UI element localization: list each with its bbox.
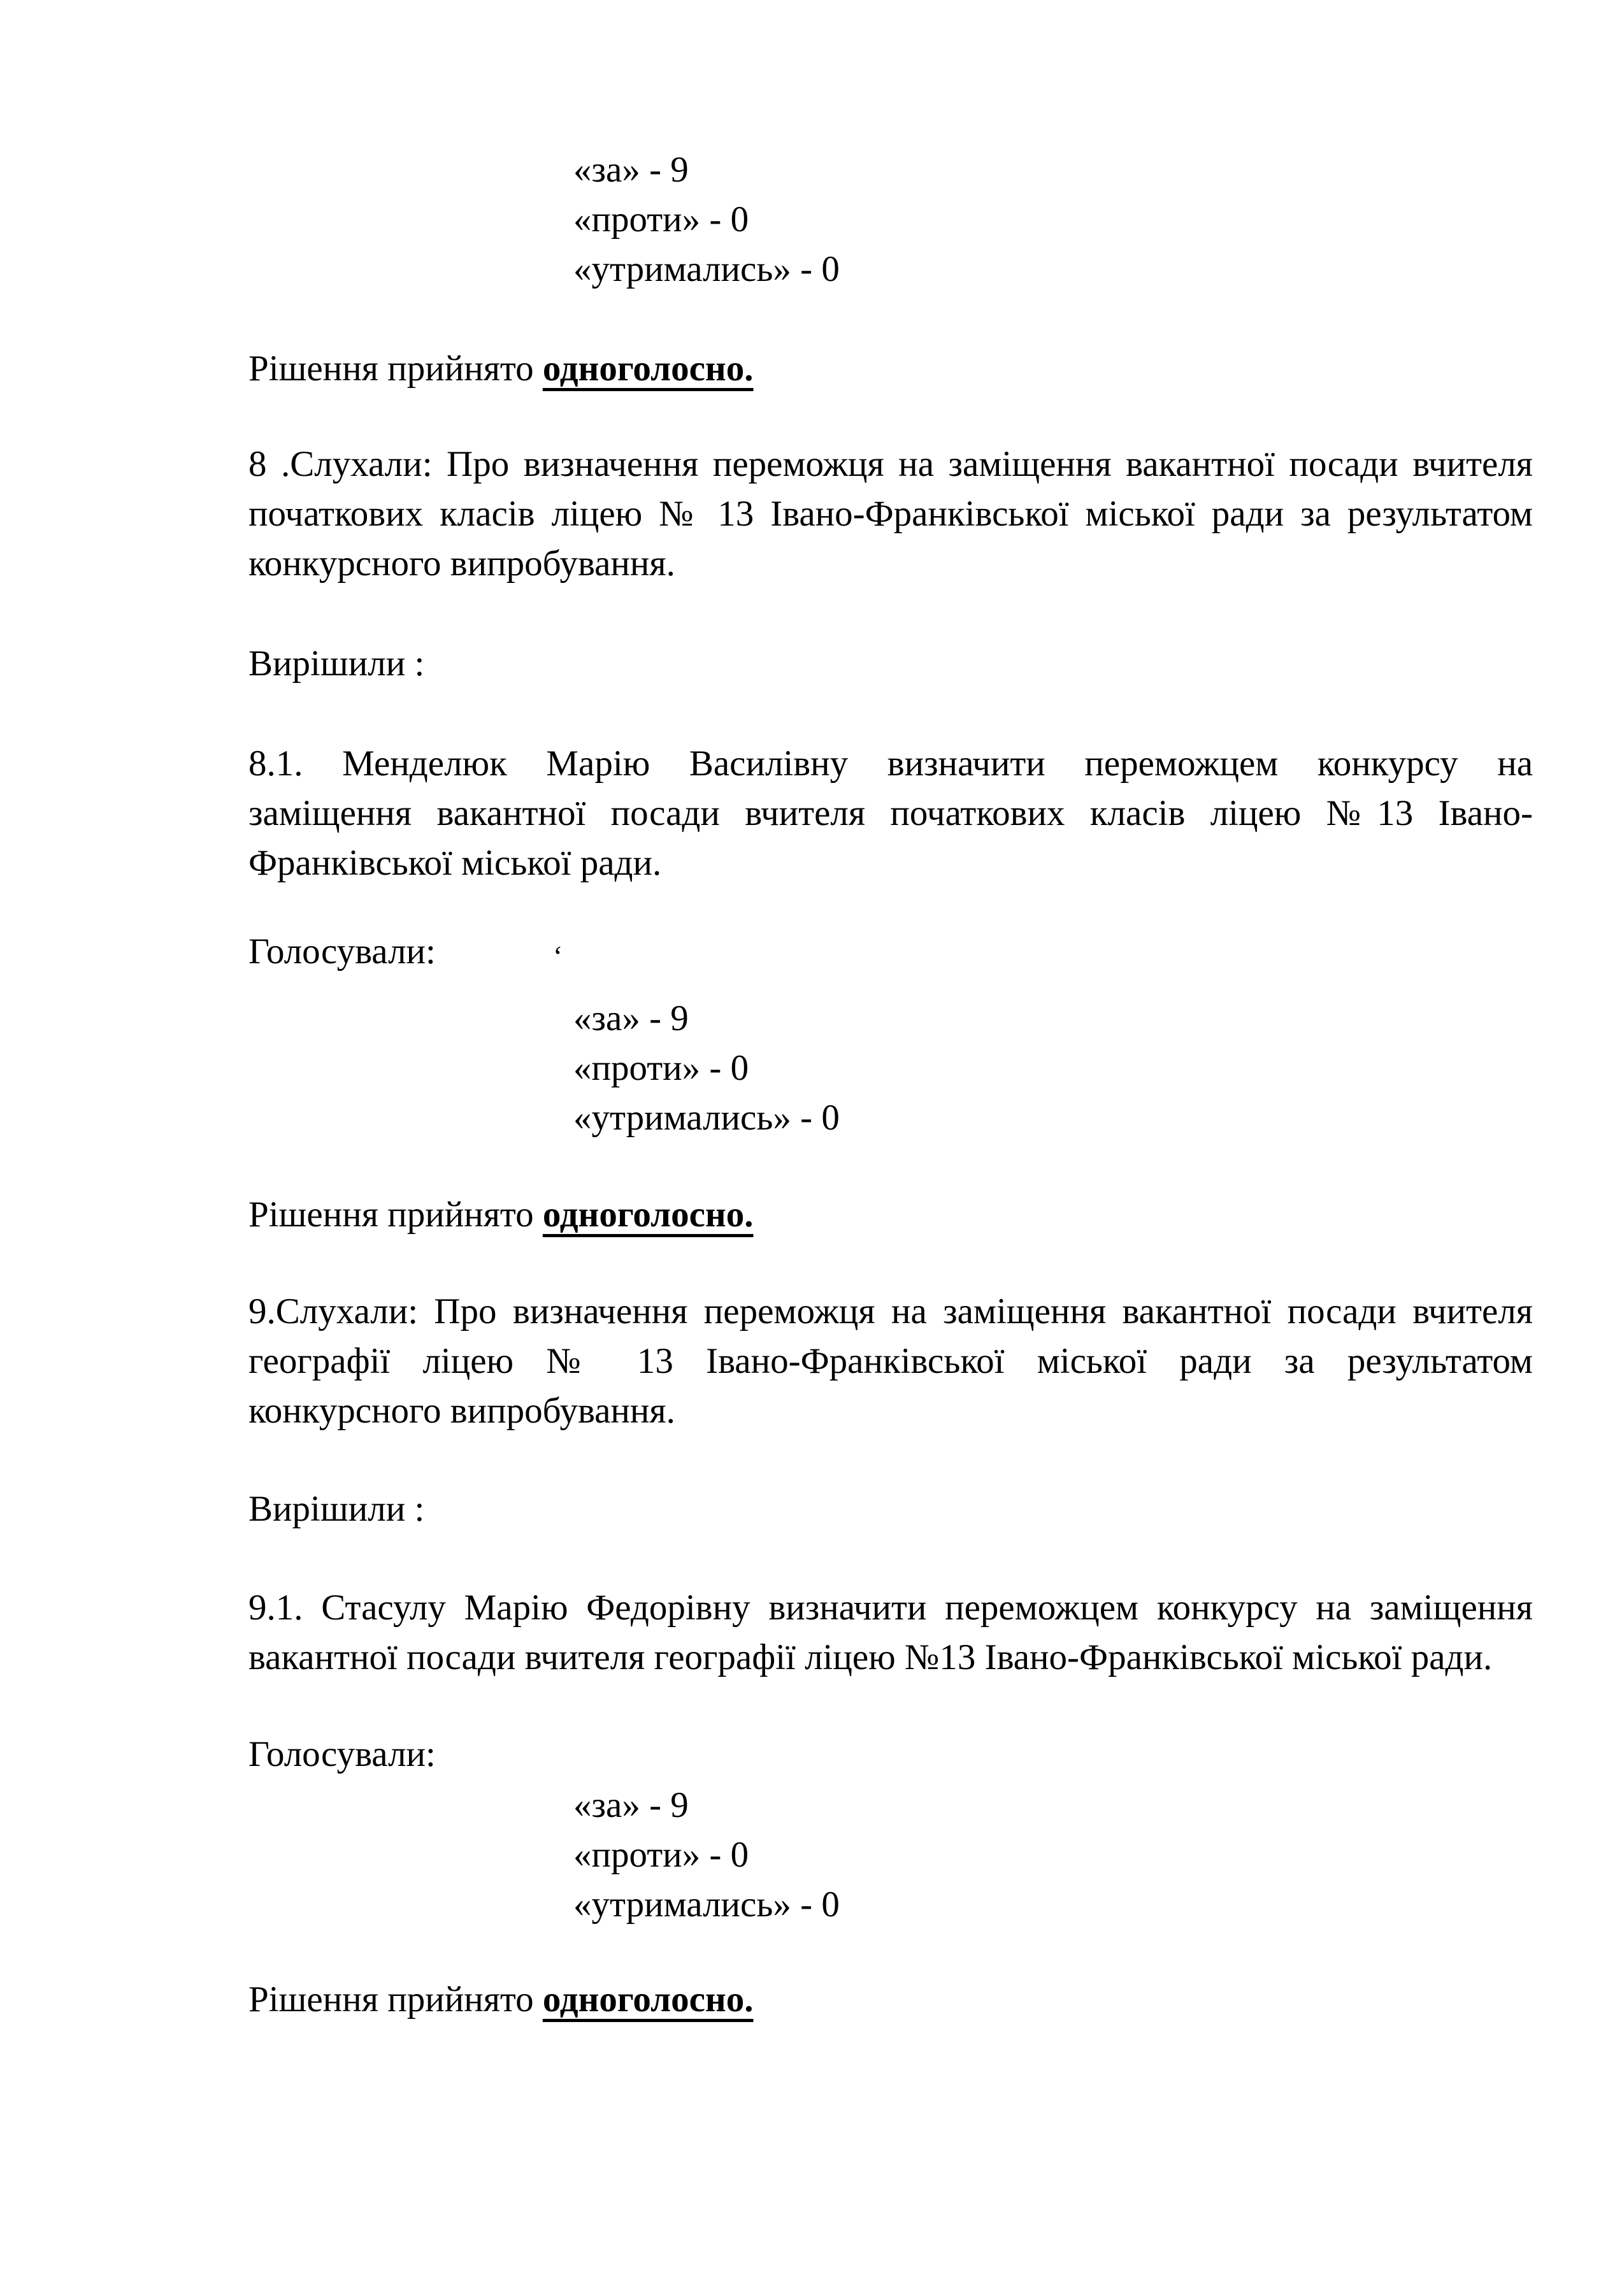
- decision-line: [248, 1975, 1533, 2025]
- paragraph-line: конкурсного випробування.: [248, 1391, 675, 1431]
- paragraph-line: 8 .Слухали: Про визначення переможця на заміщення вакантної посади вчителя: [248, 444, 1533, 484]
- paragraph-line: 9.Слухали: Про визначення переможця на заміщення вакантної посади вчителя: [248, 1291, 1533, 1331]
- paragraph-line: заміщення вакантної посади вчителя початкових класів ліцею №13 Івано-: [248, 793, 1533, 833]
- vote-line-proty: «проти» - 0: [573, 199, 749, 240]
- content-column: [248, 0, 1533, 2025]
- paragraph-line: Франківської міської ради.: [248, 843, 662, 883]
- vote-results-block: [573, 1781, 1533, 1930]
- paragraph-line: початкових класів ліцею № 13 Івано-Франківської міської ради за результатом: [248, 494, 1533, 534]
- resolution-paragraph-8-1: [248, 739, 1533, 888]
- paragraph-line: вакантної посади вчителя географії ліцею №13 Івано-Франківської міської ради.: [248, 1637, 1493, 1677]
- vote-line-proty: «проти» - 0: [573, 1835, 749, 1875]
- paragraph-line: конкурсного випробування.: [248, 543, 675, 584]
- decision-line: [248, 1190, 1533, 1240]
- decision-prefix: Рішення прийнято: [248, 1979, 543, 2020]
- vote-line-za: «за» - 9: [573, 150, 689, 190]
- vote-line-utrymalys: «утримались» - 0: [573, 249, 840, 289]
- paragraph-line: географії ліцею № 13 Івано-Франківської міської ради за результатом: [248, 1341, 1533, 1381]
- voted-label: Голосували:: [248, 1734, 436, 1774]
- paragraph-line: 9.1. Стасулу Марію Федорівну визначити переможцем конкурсу на заміщення: [248, 1588, 1533, 1628]
- vote-line-za: «за» - 9: [573, 998, 689, 1038]
- vote-line-proty: «проти» - 0: [573, 1048, 749, 1088]
- resolved-label: Вирішили :: [248, 643, 425, 684]
- vote-line-za: «за» - 9: [573, 1785, 689, 1825]
- vote-line-utrymalys: «утримались» - 0: [573, 1884, 840, 1925]
- vote-results-block: [573, 145, 1533, 294]
- decision-prefix: Рішення прийнято: [248, 348, 543, 389]
- heard-paragraph-9: [248, 1287, 1533, 1436]
- decision-emphasis: одноголосно.: [542, 1979, 754, 2020]
- heard-paragraph-8: [248, 440, 1533, 589]
- paragraph-line: 8.1. Менделюк Марію Василівну визначити переможцем конкурсу на: [248, 743, 1533, 784]
- voted-label: Голосували:: [248, 931, 436, 972]
- resolution-paragraph-9-1: [248, 1583, 1533, 1683]
- decision-emphasis: одноголосно.: [542, 1195, 754, 1235]
- resolved-label: Вирішили :: [248, 1489, 425, 1529]
- vote-results-block: [573, 994, 1533, 1143]
- decision-line: [248, 344, 1533, 394]
- decision-prefix: Рішення прийнято: [248, 1195, 543, 1235]
- decision-emphasis: одноголосно.: [542, 348, 754, 389]
- scan-artifact-mark: ‘: [553, 940, 563, 972]
- vote-line-utrymalys: «утримались» - 0: [573, 1098, 840, 1138]
